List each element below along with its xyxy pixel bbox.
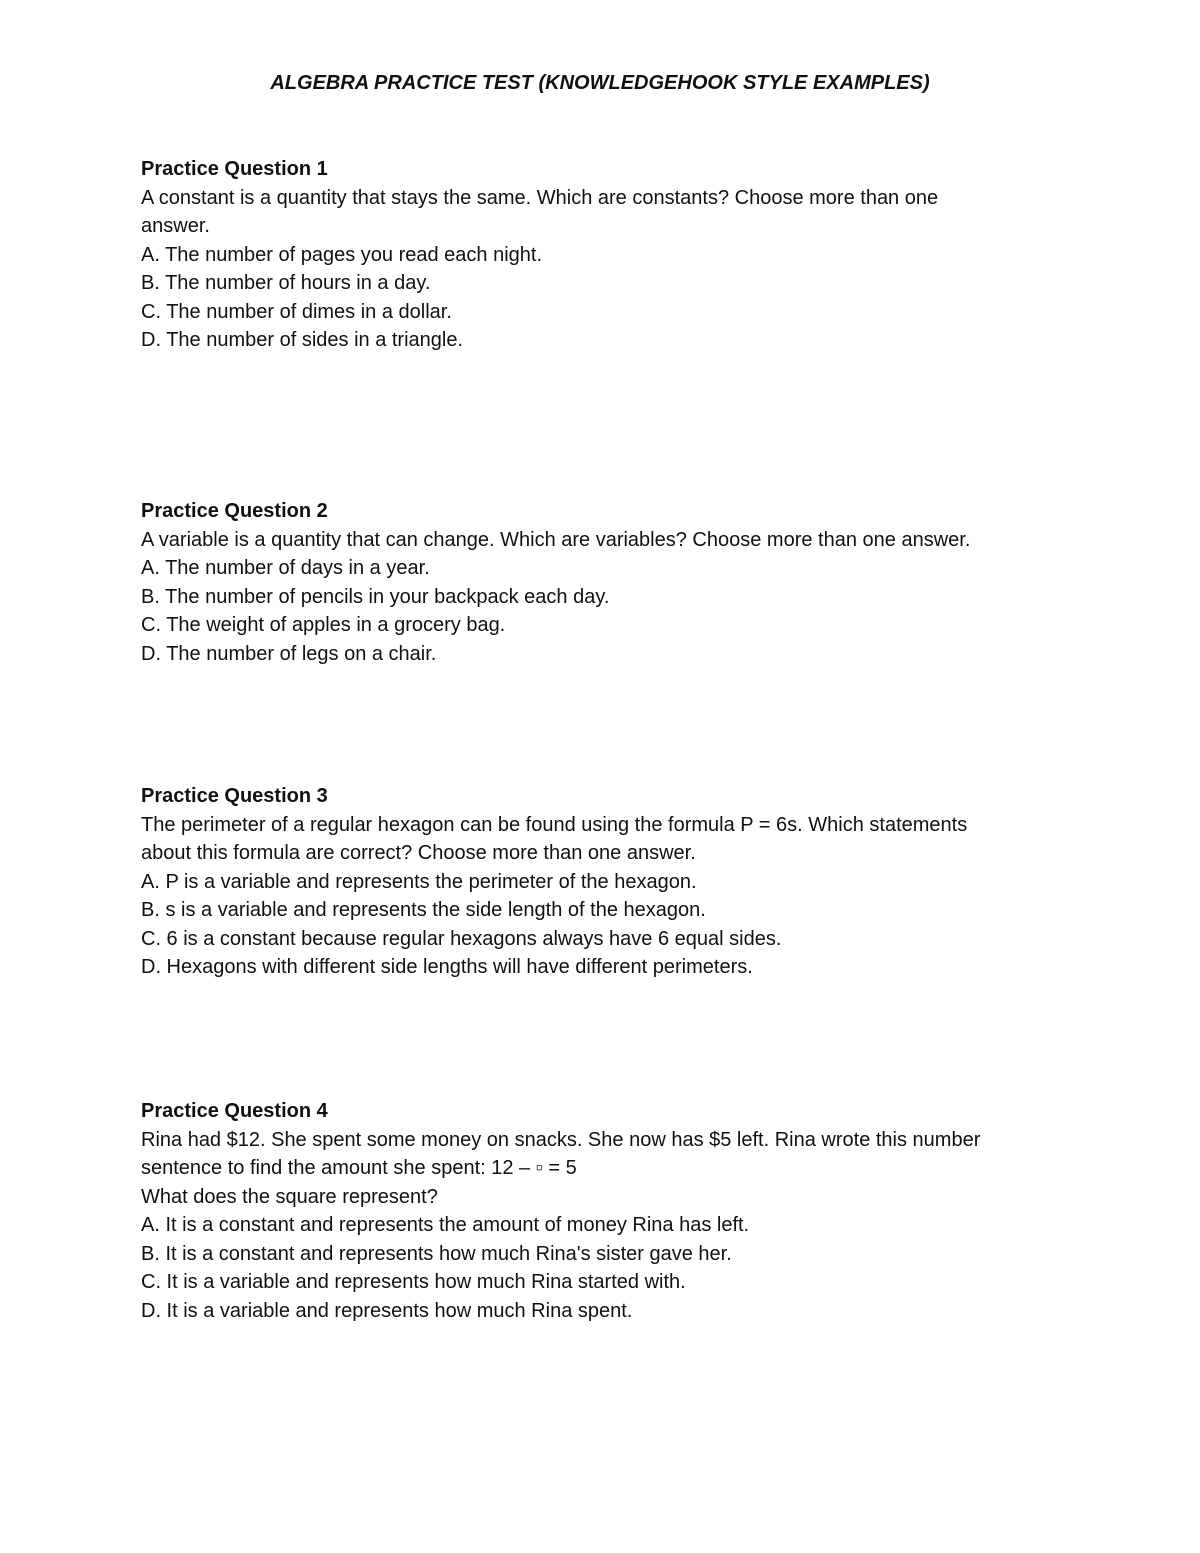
answer-option-a: A. The number of days in a year. [141, 557, 430, 579]
document-title: ALGEBRA PRACTICE TEST (KNOWLEDGEHOOK STYLE EXAMPLES) [270, 72, 930, 94]
answer-option-b: B. The number of pencils in your backpack each day. [141, 585, 610, 608]
practice-question-2 [141, 497, 1061, 668]
question-prompt-line: What does the square represent? [141, 1185, 438, 1208]
question-prompt-line: sentence to find the amount she spent: 12 – ▫ = 5 [141, 1157, 577, 1179]
answer-option-a: A. P is a variable and represents the perimeter of the hexagon. [141, 870, 697, 893]
question-heading: Practice Question 4 [141, 1100, 328, 1122]
practice-question-3 [141, 782, 1061, 982]
answer-option-b: B. s is a variable and represents the side length of the hexagon. [141, 899, 706, 921]
answer-option-c: C. The number of dimes in a dollar. [141, 300, 452, 323]
question-prompt-line: Rina had $12. She spent some money on snacks. She now has $5 left. Rina wrote this number [141, 1128, 981, 1151]
question-prompt-line: A variable is a quantity that can change. Which are variables? Choose more than one answer. [141, 528, 971, 551]
answer-option-d: D. It is a variable and represents how much Rina spent. [141, 1299, 633, 1322]
answer-option-d: D. The number of legs on a chair. [141, 642, 437, 665]
answer-option-a: A. It is a constant and represents the amount of money Rina has left. [141, 1214, 750, 1236]
practice-question-4 [141, 1097, 1061, 1325]
question-heading: Practice Question 1 [141, 158, 328, 180]
question-prompt-line: answer. [141, 215, 210, 237]
answer-option-b: B. The number of hours in a day. [141, 272, 431, 294]
answer-option-b: B. It is a constant and represents how much Rina's sister gave her. [141, 1242, 732, 1265]
answer-option-d: D. The number of sides in a triangle. [141, 329, 464, 351]
answer-option-d: D. Hexagons with different side lengths will have different perimeters. [141, 956, 753, 978]
question-prompt-line: The perimeter of a regular hexagon can be found using the formula P = 6s. Which statements [141, 813, 968, 836]
question-prompt-line: about this formula are correct? Choose more than one answer. [141, 842, 696, 864]
answer-option-a: A. The number of pages you read each night. [141, 243, 543, 266]
practice-question-1 [141, 155, 1061, 355]
question-heading: Practice Question 3 [141, 785, 328, 807]
answer-option-c: C. It is a variable and represents how much Rina started with. [141, 1271, 686, 1293]
answer-option-c: C. The weight of apples in a grocery bag. [141, 614, 506, 636]
answer-option-c: C. 6 is a constant because regular hexagons always have 6 equal sides. [141, 927, 782, 950]
question-heading: Practice Question 2 [141, 500, 328, 522]
question-prompt-line: A constant is a quantity that stays the same. Which are constants? Choose more than one [141, 186, 939, 209]
